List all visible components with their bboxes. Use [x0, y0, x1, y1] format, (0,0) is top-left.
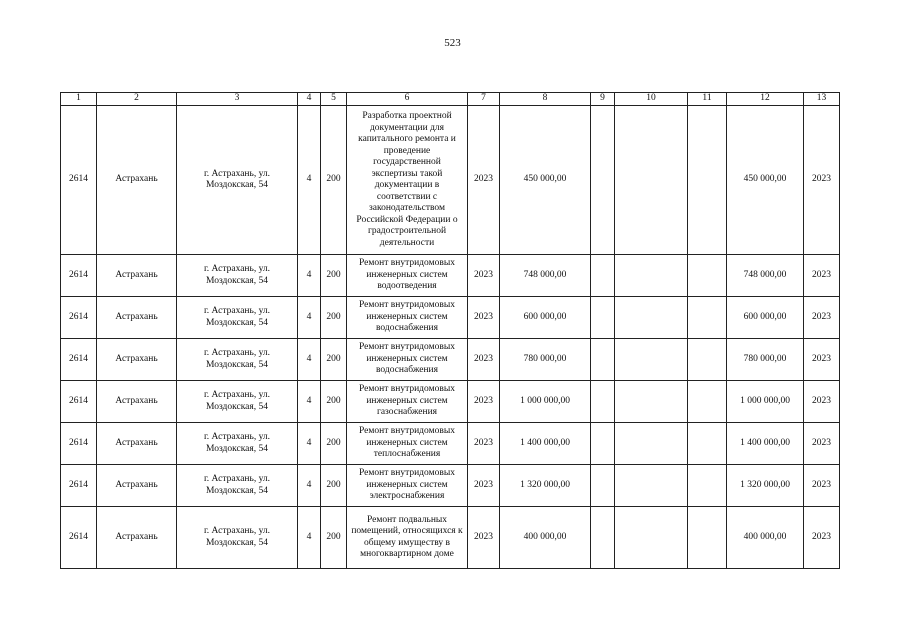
cell-work-type: Ремонт внутридомовых инженерных систем водоотведения	[347, 255, 468, 297]
cell-col10	[615, 255, 688, 297]
cell-end-year: 2023	[804, 465, 840, 507]
cell-cost: 400 000,00	[500, 507, 591, 569]
cell-city: Астрахань	[97, 297, 177, 339]
cell-cost-total: 780 000,00	[727, 339, 804, 381]
cell-col5: 200	[321, 381, 347, 423]
cell-col9	[591, 381, 615, 423]
cell-year: 2023	[468, 106, 500, 255]
cell-col5: 200	[321, 507, 347, 569]
cell-col5: 200	[321, 106, 347, 255]
cell-code: 2614	[61, 465, 97, 507]
cell-col5: 200	[321, 465, 347, 507]
cell-col9	[591, 507, 615, 569]
cell-code: 2614	[61, 423, 97, 465]
cell-cost-total: 1 320 000,00	[727, 465, 804, 507]
cell-address: г. Астрахань, ул. Моздокская, 54	[177, 297, 298, 339]
cell-col4: 4	[298, 297, 321, 339]
cell-col10	[615, 381, 688, 423]
cell-work-type: Ремонт внутридомовых инженерных систем теплоснабжения	[347, 423, 468, 465]
cell-cost-total: 400 000,00	[727, 507, 804, 569]
cell-work-type: Ремонт подвальных помещений, относящихся к общему имуществу в многоквартирном доме	[347, 507, 468, 569]
cell-col5: 200	[321, 339, 347, 381]
cell-cost-total: 1 000 000,00	[727, 381, 804, 423]
cell-col9	[591, 423, 615, 465]
cell-cost: 450 000,00	[500, 106, 591, 255]
table-row	[61, 381, 840, 423]
cell-cost: 1 000 000,00	[500, 381, 591, 423]
cell-col4: 4	[298, 106, 321, 255]
cell-year: 2023	[468, 381, 500, 423]
header-cell: 8	[500, 93, 591, 106]
cell-city: Астрахань	[97, 339, 177, 381]
cell-col10	[615, 423, 688, 465]
cell-col4: 4	[298, 381, 321, 423]
cell-col9	[591, 465, 615, 507]
repair-program-table	[60, 92, 840, 569]
page-number: 523	[444, 37, 461, 49]
cell-col4: 4	[298, 339, 321, 381]
cell-col9	[591, 339, 615, 381]
cell-end-year: 2023	[804, 255, 840, 297]
header-cell: 1	[61, 93, 97, 106]
cell-end-year: 2023	[804, 381, 840, 423]
table-row	[61, 507, 840, 569]
cell-city: Астрахань	[97, 423, 177, 465]
header-cell: 13	[804, 93, 840, 106]
cell-cost: 600 000,00	[500, 297, 591, 339]
table-row	[61, 255, 840, 297]
header-row	[61, 93, 840, 106]
table-row	[61, 339, 840, 381]
cell-address: г. Астрахань, ул. Моздокская, 54	[177, 381, 298, 423]
cell-col9	[591, 255, 615, 297]
cell-end-year: 2023	[804, 339, 840, 381]
cell-col10	[615, 297, 688, 339]
cell-col4: 4	[298, 465, 321, 507]
header-cell: 10	[615, 93, 688, 106]
cell-col9	[591, 297, 615, 339]
cell-year: 2023	[468, 423, 500, 465]
cell-col5: 200	[321, 255, 347, 297]
cell-address: г. Астрахань, ул. Моздокская, 54	[177, 255, 298, 297]
cell-code: 2614	[61, 339, 97, 381]
cell-col11	[688, 381, 727, 423]
cell-col11	[688, 465, 727, 507]
header-cell: 2	[97, 93, 177, 106]
cell-col4: 4	[298, 423, 321, 465]
cell-col9	[591, 106, 615, 255]
table-row	[61, 465, 840, 507]
header-cell: 3	[177, 93, 298, 106]
cell-end-year: 2023	[804, 297, 840, 339]
cell-year: 2023	[468, 297, 500, 339]
cell-col11	[688, 106, 727, 255]
cell-cost: 1 320 000,00	[500, 465, 591, 507]
cell-col11	[688, 507, 727, 569]
cell-cost: 1 400 000,00	[500, 423, 591, 465]
header-cell: 7	[468, 93, 500, 106]
cell-work-type: Ремонт внутридомовых инженерных систем электроснабжения	[347, 465, 468, 507]
cell-col10	[615, 465, 688, 507]
cell-address: г. Астрахань, ул. Моздокская, 54	[177, 106, 298, 255]
cell-work-type: Ремонт внутридомовых инженерных систем газоснабжения	[347, 381, 468, 423]
cell-city: Астрахань	[97, 507, 177, 569]
table-row	[61, 106, 840, 255]
cell-cost: 780 000,00	[500, 339, 591, 381]
cell-code: 2614	[61, 507, 97, 569]
cell-work-type: Ремонт внутридомовых инженерных систем водоснабжения	[347, 297, 468, 339]
cell-code: 2614	[61, 381, 97, 423]
cell-address: г. Астрахань, ул. Моздокская, 54	[177, 465, 298, 507]
cell-col11	[688, 423, 727, 465]
cell-col4: 4	[298, 255, 321, 297]
cell-work-type: Ремонт внутридомовых инженерных систем водоснабжения	[347, 339, 468, 381]
cell-code: 2614	[61, 297, 97, 339]
cell-code: 2614	[61, 106, 97, 255]
header-cell: 6	[347, 93, 468, 106]
cell-work-type: Разработка проектной документации для капитального ремонта и проведение государственной экспертизы такой документации в соответствии с законодательством Российской Федерации о градостроительной деятельности	[347, 106, 468, 255]
cell-col5: 200	[321, 297, 347, 339]
cell-col11	[688, 255, 727, 297]
cell-address: г. Астрахань, ул. Моздокская, 54	[177, 339, 298, 381]
cell-end-year: 2023	[804, 423, 840, 465]
cell-cost: 748 000,00	[500, 255, 591, 297]
cell-year: 2023	[468, 339, 500, 381]
cell-cost-total: 748 000,00	[727, 255, 804, 297]
cell-col5: 200	[321, 423, 347, 465]
cell-city: Астрахань	[97, 381, 177, 423]
cell-city: Астрахань	[97, 255, 177, 297]
header-cell: 9	[591, 93, 615, 106]
cell-cost-total: 1 400 000,00	[727, 423, 804, 465]
cell-cost-total: 450 000,00	[727, 106, 804, 255]
cell-city: Астрахань	[97, 465, 177, 507]
table-row	[61, 297, 840, 339]
cell-year: 2023	[468, 465, 500, 507]
cell-city: Астрахань	[97, 106, 177, 255]
header-cell: 12	[727, 93, 804, 106]
cell-year: 2023	[468, 507, 500, 569]
cell-code: 2614	[61, 255, 97, 297]
cell-col11	[688, 297, 727, 339]
cell-col11	[688, 339, 727, 381]
cell-end-year: 2023	[804, 106, 840, 255]
cell-col4: 4	[298, 507, 321, 569]
cell-address: г. Астрахань, ул. Моздокская, 54	[177, 423, 298, 465]
cell-col10	[615, 339, 688, 381]
table-row	[61, 423, 840, 465]
cell-address: г. Астрахань, ул. Моздокская, 54	[177, 507, 298, 569]
cell-cost-total: 600 000,00	[727, 297, 804, 339]
header-cell: 5	[321, 93, 347, 106]
cell-col10	[615, 106, 688, 255]
cell-end-year: 2023	[804, 507, 840, 569]
header-cell: 4	[298, 93, 321, 106]
cell-year: 2023	[468, 255, 500, 297]
cell-col10	[615, 507, 688, 569]
header-cell: 11	[688, 93, 727, 106]
